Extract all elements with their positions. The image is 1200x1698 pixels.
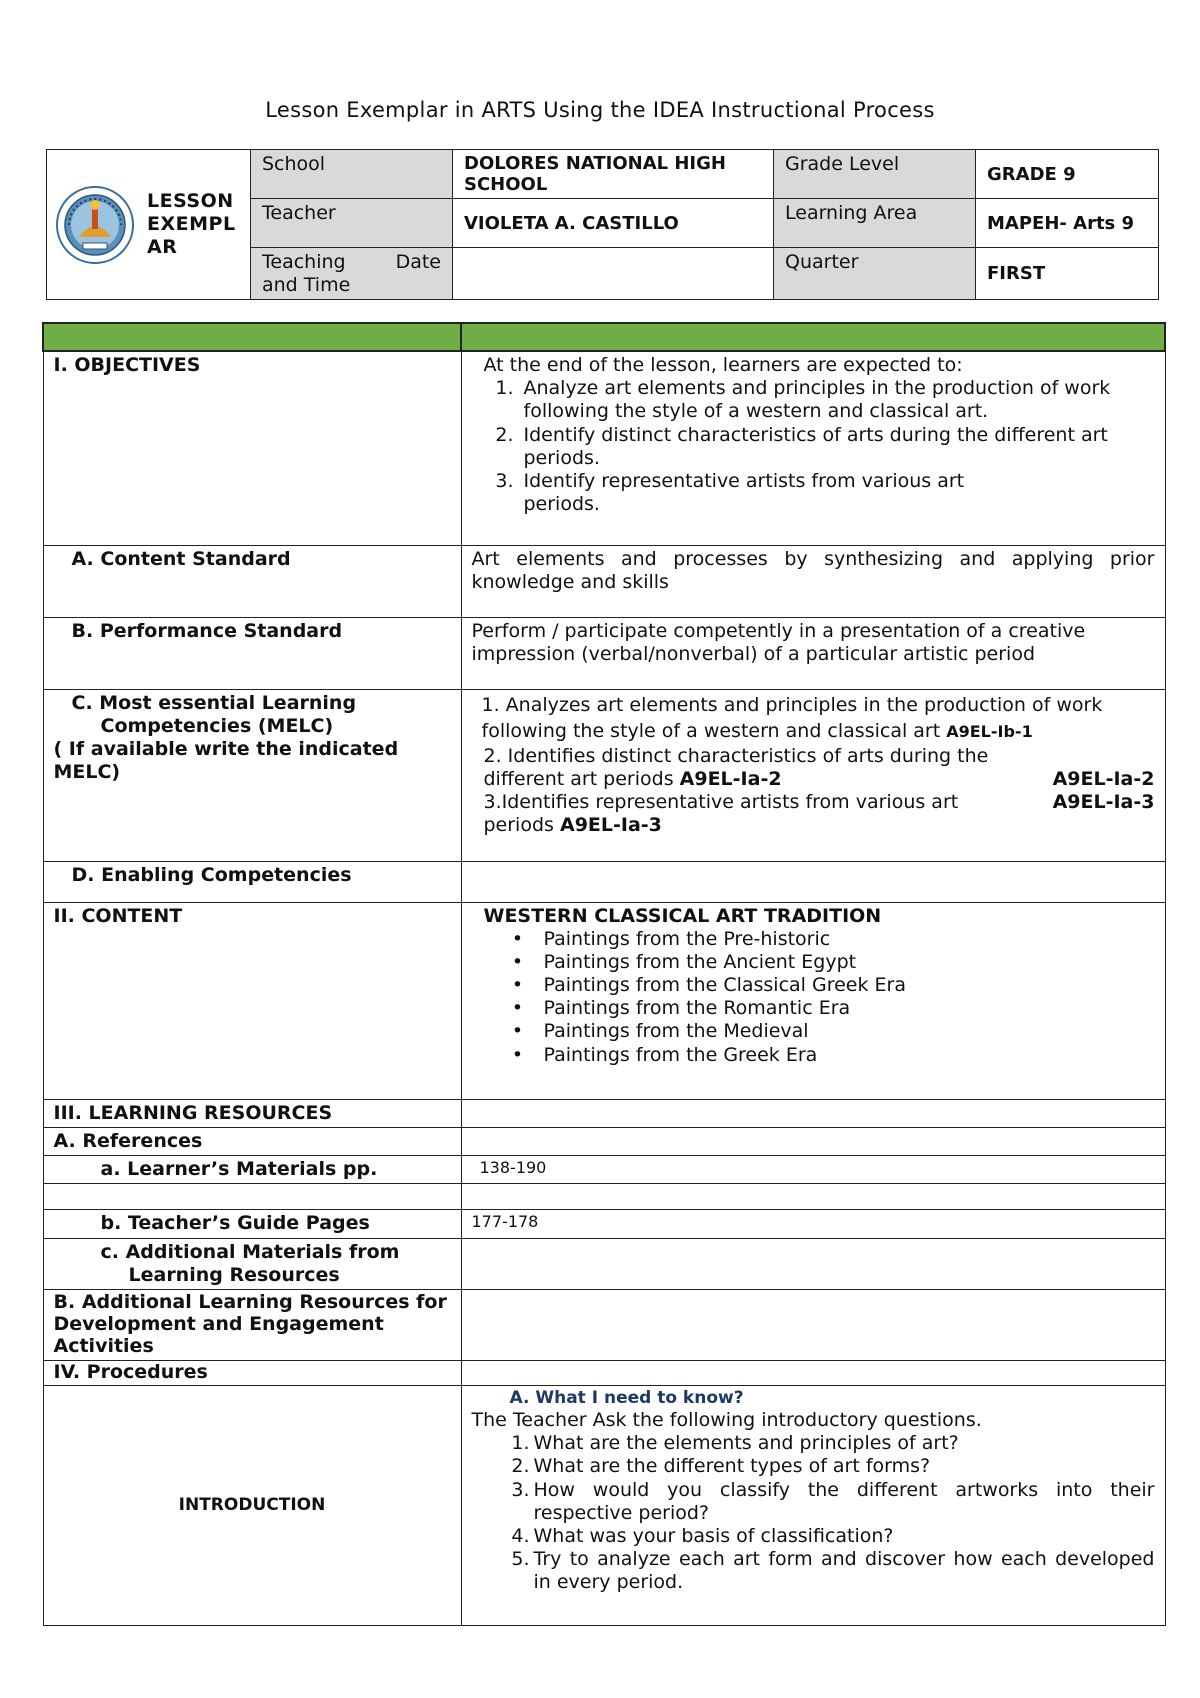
- school-seal-icon: [55, 185, 135, 265]
- melc-item-3-text: 3.Identifies representative artists from various art: [483, 791, 959, 814]
- objective-number: 3.: [495, 469, 514, 492]
- references-row: [43, 1127, 1165, 1155]
- learning-resources-label: III. LEARNING RESOURCES: [43, 1099, 461, 1127]
- procedures-label: IV. Procedures: [43, 1361, 461, 1386]
- objective-item: [472, 424, 1155, 470]
- teaching-word: Teaching: [262, 251, 346, 274]
- additional-materials-value: [461, 1239, 1165, 1290]
- objective-text: Identify distinct characteristics of arts during the different art periods.: [523, 423, 1108, 469]
- document-title: Lesson Exemplar in ARTS Using the IDEA Instructional Process: [265, 98, 935, 122]
- performance-standard-text: Perform / participate competently in a presentation of a creative impression (verbal/nonverbal) of a particular artistic period: [461, 617, 1165, 689]
- enabling-row: [43, 861, 1165, 902]
- melc-row: [43, 689, 1165, 861]
- content-standard-label: A. Content Standard: [43, 545, 461, 617]
- melc-item-2-right-code: A9EL-Ia-2: [1052, 767, 1155, 790]
- blank-resource-right: [461, 1184, 1165, 1210]
- additional-learning-resources-value: [461, 1290, 1165, 1361]
- melc-label-line-3: ( If available write the indicated MELC): [53, 737, 399, 784]
- additional-learning-resources-label: B. Additional Learning Resources for Development and Engagement Activities: [43, 1290, 461, 1361]
- introduction-row: [43, 1386, 1165, 1626]
- green-header-left: [43, 323, 461, 351]
- question-number: 2.: [511, 1455, 530, 1478]
- content-item: [472, 951, 1155, 974]
- references-value: [461, 1127, 1165, 1155]
- question-item: [472, 1548, 1155, 1594]
- teaching-date-time-label: [251, 248, 453, 300]
- learning-resources-row: [43, 1099, 1165, 1127]
- header-table: [46, 149, 1159, 300]
- melc-label-line-1: C. Most essential Learning: [71, 691, 357, 714]
- content-item-text: Paintings from the Pre-historic: [543, 927, 831, 950]
- lesson-exemplar-label: [147, 190, 236, 258]
- question-text: Try to analyze each art form and discover how each developed in every period.: [533, 1548, 1155, 1594]
- quarter-label: Quarter: [774, 248, 976, 300]
- what-i-need-to-know-heading: A. What I need to know?: [509, 1388, 744, 1409]
- green-header-row: [43, 323, 1165, 351]
- objective-item: [472, 377, 1155, 423]
- content-cell: [461, 902, 1165, 1099]
- additional-materials-line-1: c. Additional Materials from: [100, 1241, 400, 1264]
- logo-cell: [47, 150, 251, 300]
- additional-materials-label: [43, 1239, 461, 1290]
- enabling-label: D. Enabling Competencies: [43, 861, 461, 902]
- bullet-icon: •: [511, 950, 524, 973]
- learning-resources-value: [461, 1099, 1165, 1127]
- introduction-cell: [461, 1386, 1165, 1626]
- references-label: A. References: [43, 1127, 461, 1155]
- bullet-icon: •: [511, 997, 524, 1020]
- school-value: DOLORES NATIONAL HIGH SCHOOL: [453, 150, 774, 199]
- content-item: [472, 974, 1155, 997]
- melc-item-3-right-code: A9EL-Ia-3: [1052, 791, 1155, 814]
- content-item-text: Paintings from the Greek Era: [543, 1043, 818, 1066]
- question-text: What are the elements and principles of art?: [533, 1432, 959, 1455]
- melc-label-line-2: Competencies (MELC): [100, 714, 334, 737]
- and-time-word: and Time: [262, 273, 351, 296]
- question-text: What are the different types of art forms?: [533, 1455, 931, 1478]
- bullet-icon: •: [511, 1043, 524, 1066]
- bullet-icon: •: [511, 974, 524, 997]
- objectives-intro: At the end of the lesson, learners are expected to:: [483, 354, 963, 376]
- objectives-row: [43, 351, 1165, 545]
- melc-label: [43, 689, 461, 861]
- objectives-cell: [461, 351, 1165, 545]
- question-number: 1.: [511, 1432, 530, 1455]
- learning-area-label: Learning Area: [774, 199, 976, 248]
- question-number: 5.: [511, 1548, 530, 1571]
- procedures-row: [43, 1361, 1165, 1386]
- question-text: What was your basis of classification?: [533, 1524, 894, 1547]
- logo-line-3: AR: [147, 236, 178, 259]
- bullet-icon: •: [511, 927, 524, 950]
- content-heading: WESTERN CLASSICAL ART TRADITION: [483, 904, 882, 927]
- learners-materials-row: [43, 1155, 1165, 1183]
- melc-item-2-text: different art periods: [483, 767, 674, 790]
- question-number: 3.: [511, 1478, 530, 1501]
- question-item: [472, 1432, 1155, 1455]
- question-number: 4.: [511, 1524, 530, 1547]
- content-item-text: Paintings from the Romantic Era: [543, 997, 851, 1020]
- content-standard-row: [43, 545, 1165, 617]
- melc-item-1-code: A9EL-Ib-1: [946, 722, 1033, 742]
- introductory-questions-list: [472, 1432, 1155, 1594]
- additional-learning-resources-row: [43, 1290, 1165, 1361]
- introduction-label: INTRODUCTION: [43, 1386, 461, 1626]
- teacher-value: VIOLETA A. CASTILLO: [453, 199, 774, 248]
- content-item-text: Paintings from the Medieval: [543, 1020, 809, 1043]
- content-list: [472, 928, 1155, 1067]
- date-word: Date: [395, 251, 441, 274]
- learners-materials-value: 138-190: [461, 1155, 1165, 1183]
- content-row: [43, 902, 1165, 1099]
- content-standard-text: Art elements and processes by synthesizing and applying prior knowledge and skills: [461, 545, 1165, 617]
- teacher-label: Teacher: [251, 199, 453, 248]
- content-item-text: Paintings from the Classical Greek Era: [543, 974, 906, 997]
- grade-level-value: GRADE 9: [976, 150, 1159, 199]
- question-item: [472, 1479, 1155, 1525]
- melc-item-3-periods: periods: [483, 814, 554, 837]
- lesson-plan-table: [42, 322, 1166, 1626]
- objectives-list: [472, 377, 1155, 516]
- melc-item-2-line-1: 2. Identifies distinct characteristics of arts during the: [483, 744, 989, 767]
- logo-line-1: LESSON: [147, 190, 234, 213]
- melc-item-1: [472, 692, 1155, 745]
- question-item: [472, 1455, 1155, 1478]
- content-label: II. CONTENT: [43, 902, 461, 1099]
- bullet-icon: •: [511, 1020, 524, 1043]
- additional-materials-row: [43, 1239, 1165, 1290]
- objective-item: [472, 470, 1155, 516]
- green-header-right: [461, 323, 1165, 351]
- learning-area-value: MAPEH- Arts 9: [976, 199, 1159, 248]
- melc-item-3-line-2: [472, 814, 1155, 837]
- quarter-value: FIRST: [976, 248, 1159, 300]
- objective-number: 1.: [495, 377, 514, 400]
- grade-level-label: Grade Level: [774, 150, 976, 199]
- melc-item-2-line-2: [472, 768, 1155, 791]
- melc-item-3-code: A9EL-Ia-3: [559, 814, 662, 837]
- melc-item-2-code: A9EL-Ia-2: [679, 767, 782, 790]
- logo-line-2: EXEMPL: [147, 213, 236, 236]
- melc-item-3-line-1: [472, 791, 1155, 814]
- content-item: [472, 997, 1155, 1020]
- teachers-guide-value: 177-178: [461, 1210, 1165, 1239]
- performance-standard-label: B. Performance Standard: [43, 617, 461, 689]
- objective-text: Identify representative artists from various art periods.: [523, 469, 965, 516]
- objective-number: 2.: [495, 423, 514, 446]
- performance-standard-row: [43, 617, 1165, 689]
- enabling-value: [461, 861, 1165, 902]
- content-item: [472, 928, 1155, 951]
- content-item-text: Paintings from the Ancient Egypt: [543, 950, 857, 973]
- teachers-guide-row: [43, 1210, 1165, 1239]
- introduction-lead: The Teacher Ask the following introductory questions.: [471, 1409, 982, 1432]
- objectives-label: I. OBJECTIVES: [43, 351, 461, 545]
- content-item: [472, 1020, 1155, 1043]
- objective-text: Analyze art elements and principles in the production of work following the style of a western and classical art.: [523, 377, 1111, 423]
- question-text: How would you classify the different artworks into their respective period?: [533, 1478, 1155, 1524]
- melc-cell: [461, 689, 1165, 861]
- procedures-value: [461, 1361, 1165, 1386]
- blank-resource-row: [43, 1184, 1165, 1210]
- teachers-guide-label: b. Teacher’s Guide Pages: [43, 1210, 461, 1239]
- content-item: [472, 1044, 1155, 1067]
- school-label: School: [251, 150, 453, 199]
- teaching-date-time-value: [453, 248, 774, 300]
- blank-resource-left: [43, 1184, 461, 1210]
- melc-item-1-text: 1. Analyzes art elements and principles in the production of work following the style of a western and classical art: [481, 693, 1103, 743]
- question-item: [472, 1525, 1155, 1548]
- additional-materials-line-2: Learning Resources: [128, 1264, 340, 1287]
- learners-materials-label: a. Learner’s Materials pp.: [43, 1155, 461, 1183]
